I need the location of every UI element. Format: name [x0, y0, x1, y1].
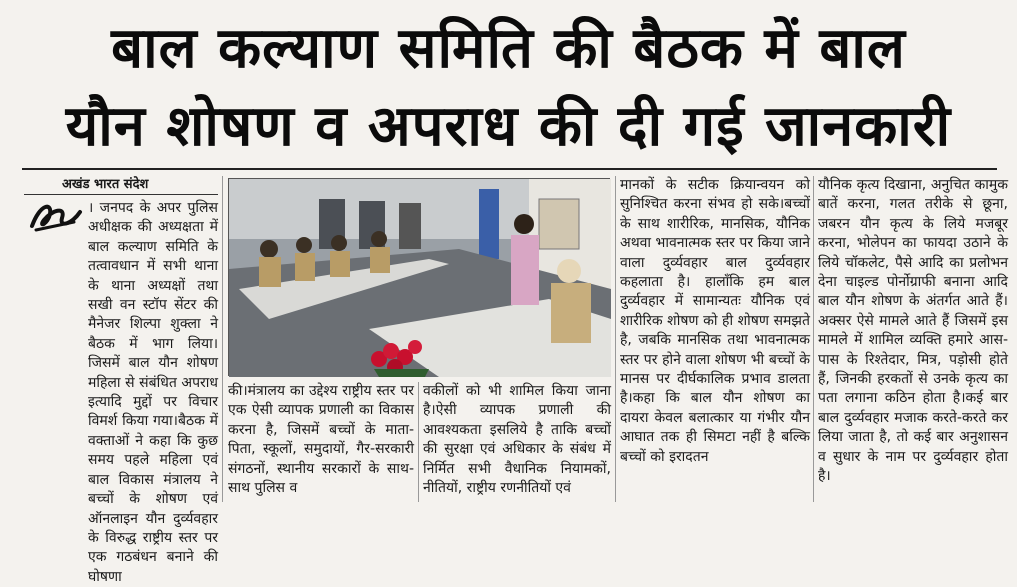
column-divider — [418, 382, 419, 502]
col3-text: वकीलों को भी शामिल किया जाना है।ऐसी व्यापक प्रणाली की आवश्यकता इसलिये है ताकि बच्चों की सुरक्षा एवं अधिकार के संबंध में निर्मित सभी वैधानिक नियामकों, नीतियों, राष्ट्रीय रणनीतियों एवं — [423, 383, 611, 497]
article-column-1 — [24, 176, 218, 585]
article-text-col-1 — [24, 199, 218, 587]
publication-logo-icon — [26, 198, 86, 234]
col4-text: मानकों के सटीक क्रियान्वयन को सुनिश्चित करना संभव हो सके।बच्चों के साथ शारीरिक, मानसिक, यौनिक अथवा भावनात्मक स्तर पर किया जाने वाला दुर्व्यवहार बाल दुर्व्यवहार कहलाता है। हालाँकि हम बाल दुर्व्यवहार में सामान्यतः यौनिक एवं शारीरिक शोषण को ही शोषण समझते है, जबकि मानसिक तथा भावनात्मक स्तर पर होने वाला शोषण भी बच्चों के मानस पर दीर्घकालिक प्रभाव डालता है।कहा कि बाल यौन शोषण का दायरा केवल बलात्कार या गंभीर यौन आघात तक ही सिमटा नहीं है बल्कि बच्चों को इरादतन — [620, 177, 810, 465]
col1-text: । जनपद के अपर पुलिस अधीक्षक की अध्यक्षता में बाल कल्याण समिति के तत्वावधान में सभी थाना के थाना अध्यक्षों तथा सखी वन स्टॉप सेंटर की मैनेजर शिल्पा शुक्ला ने बैठक में भाग लिया। जिसमें बाल यौन शोषण महिला से संबंधित अपराध इत्यादि मुद्दों पर विचार विमर्श किया गया।बैठक में वक्ताओं ने कहा कि कुछ समय पहले महिला एवं बाल विकास मंत्रालय ने बच्चों के शोषण एवं ऑनलाइन यौन दुर्व्यवहार के विरुद्ध राष्ट्रीय स्तर पर एक गठबंधन बनाने की घोषणा — [88, 200, 218, 585]
headline — [0, 0, 1017, 170]
meeting-photo-image — [229, 179, 611, 377]
headline-line-1: बाल कल्याण समिति की बैठक में बाल — [111, 16, 906, 81]
column-divider — [615, 176, 616, 502]
article-column-2 — [228, 382, 414, 504]
column-divider — [813, 176, 814, 502]
col5-text: यौनिक कृत्य दिखाना, अनुचित कामुक बातें करना, गलत तरीके से छूना, जबरन यौन कृत्य के लिये मजबूर करना, भोलेपन का फायदा उठाने के लिये चॉकलेट, पैसे आदि का प्रलोभन देना चाइल्ड पोर्नोग्राफी बनाना आदि बाल यौन शोषण के अंतर्गत आते हैं।अक्सर ऐसे मामले आते हैं जिसमें इस मामले में शामिल व्यक्ति हमारे आस-पास के रिश्तेदार, मित्र, पड़ोसी होते हैं, जिनकी हरकतों से उनके कृत्य का पता लगाना कठिन होता है।कई बार बाल दुर्व्यवहार मजाक करते-करते कर लिया जाता है, तो कई बार अनुशासन व सुधार के नाम पर दुर्व्यवहार होता है। — [818, 177, 1008, 485]
headline-text — [6, 10, 1011, 166]
article-column-4 — [620, 176, 810, 504]
col2-text: की।मंत्रालय का उद्देश्य राष्ट्रीय स्तर पर एक ऐसी व्यापक प्रणाली का विकास करना है, जिसमें बच्चों के माता-पिता, स्कूलों, समुदायों, गैर-सरकारी संगठनों, स्थानीय सरकारों के साथ-साथ पुलिस व — [228, 383, 414, 497]
meeting-photo — [228, 178, 610, 376]
column-divider — [222, 176, 223, 502]
headline-line-2: यौन शोषण व अपराध की दी गई जानकारी — [65, 94, 952, 159]
headline-rule — [22, 168, 997, 170]
byline: अखंड भारत संदेश — [24, 176, 218, 195]
article-column-5 — [818, 176, 1008, 504]
article-column-3 — [423, 382, 611, 504]
